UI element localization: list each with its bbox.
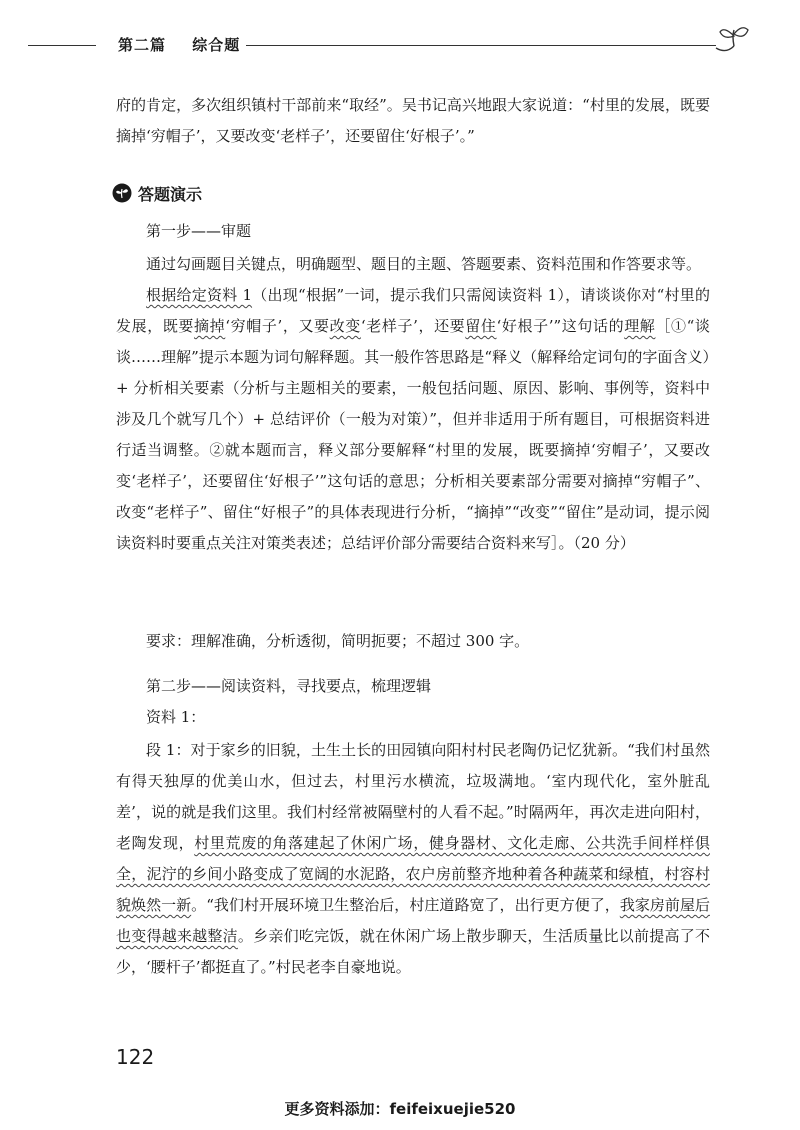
section-title: 答题演示 — [138, 184, 203, 204]
question-keyword-1: 摘掉 — [194, 317, 226, 335]
question-text-d: ‘好根子’”这句话的 — [496, 317, 625, 335]
header-chapter: 综合题 — [192, 36, 241, 54]
segment-text-b: 。“我们村开展环境卫生整治后，村庄道路宽了，出行更方便了， — [191, 896, 620, 914]
header-title — [118, 34, 240, 55]
segment-underlined-2: 我家房前屋后也变得越来越整洁 — [116, 896, 710, 945]
segment-underlined-1: 村里荒废的角落建起了休闲广场，健身器材、文化走廊、公共洗手间样样俱全，泥泞的乡间小路变成了宽阔的水泥路，农户房前整齐地种着各种蔬菜和绿植，村容村貌焕然一新 — [116, 834, 710, 914]
question-paragraph — [116, 280, 710, 559]
segment-text-a: 段 1：对于家乡的旧貌，土生土长的田园镇向阳村村民老陶仍记忆犹新。“我们村虽然有得天独厚的优美山水，但过去，村里污水横流，垃圾满地。‘室内现代化，室外脏乱差’，说的就是我们这里。我们村经常被隔壁村的人看不起。”时隔两年，再次走进向阳村，老陶发现， — [116, 741, 710, 852]
intro-paragraph: 府的肯定，多次组织镇村干部前来“取经”。吴书记高兴地跟大家说道：“村里的发展，既要摘掉‘穷帽子’，又要改变‘老样子’，还要留住‘好根子’。” — [116, 96, 710, 145]
segment-text-c: 。乡亲们吃完饭，就在休闲广场上散步聊天，生活质量比以前提高了不少，‘腰杆子’都挺直了。”村民老李自豪地说。 — [116, 927, 710, 976]
header-rule-right — [246, 45, 716, 46]
sprout-icon — [712, 22, 752, 58]
step2-title: 第二步——阅读资料，寻找要点，梳理逻辑 — [146, 677, 432, 695]
question-underlined-source: 根据给定资料 1 — [146, 286, 253, 304]
leaf-badge-icon — [112, 183, 132, 203]
section-heading — [112, 180, 202, 206]
header-rule-left — [28, 45, 96, 46]
question-keyword-2: 改变 — [329, 317, 361, 335]
question-text-a: （出现“根据”一词，提示我们只需阅读资料 1），请谈谈你对“村里的发展，既要 — [116, 286, 711, 335]
question-text-b: ‘穷帽子’，又要 — [225, 317, 330, 335]
material-segment-1 — [116, 735, 710, 983]
step1-method: 通过勾画题目关键点，明确题型、题目的主题、答题要素、资料范围和作答要求等。 — [146, 255, 702, 273]
question-text-c: ‘老样子’，还要 — [360, 317, 466, 335]
running-header — [28, 34, 772, 58]
question-keyword-4: 理解 — [624, 317, 656, 335]
question-text-rest: ［①“谈谈……理解”提示本题为词句解释题。其一般作答思路是“释义（解释给定词句的字面含义）+ 分析相关要素（分析与主题相关的要素，一般包括问题、原因、影响、事例等，资料中涉及几个就写几个）+ 总结评价（一般为对策）”，但并非适用于所有题目，可根据资料进行适当调整。②就本题而言，释义部分要解释“村里的发展，既要摘掉‘穷帽子’，又要改变‘老样子’，还要留住‘好根子’”这句话的意思；分析相关要素部分需要对摘掉“穷帽子”、改变“老样子”、留住“好根子”的具体表现进行分析，“摘掉”“改变”“留住”是动词，提示阅读资料时要重点关注对策类表述；总结评价部分需要结合资料来写］。（20 分） — [116, 317, 710, 552]
material-label: 资料 1： — [146, 708, 206, 726]
page-number: 122 — [116, 1045, 155, 1069]
requirement-line: 要求：理解准确，分析透彻，简明扼要；不超过 300 字。 — [146, 632, 530, 650]
header-part: 第二篇 — [118, 36, 167, 54]
step1-title: 第一步——审题 — [146, 222, 252, 240]
footer-note: 更多资料添加：feifeixuejie520 — [284, 1100, 516, 1118]
question-keyword-3: 留住 — [465, 317, 497, 335]
